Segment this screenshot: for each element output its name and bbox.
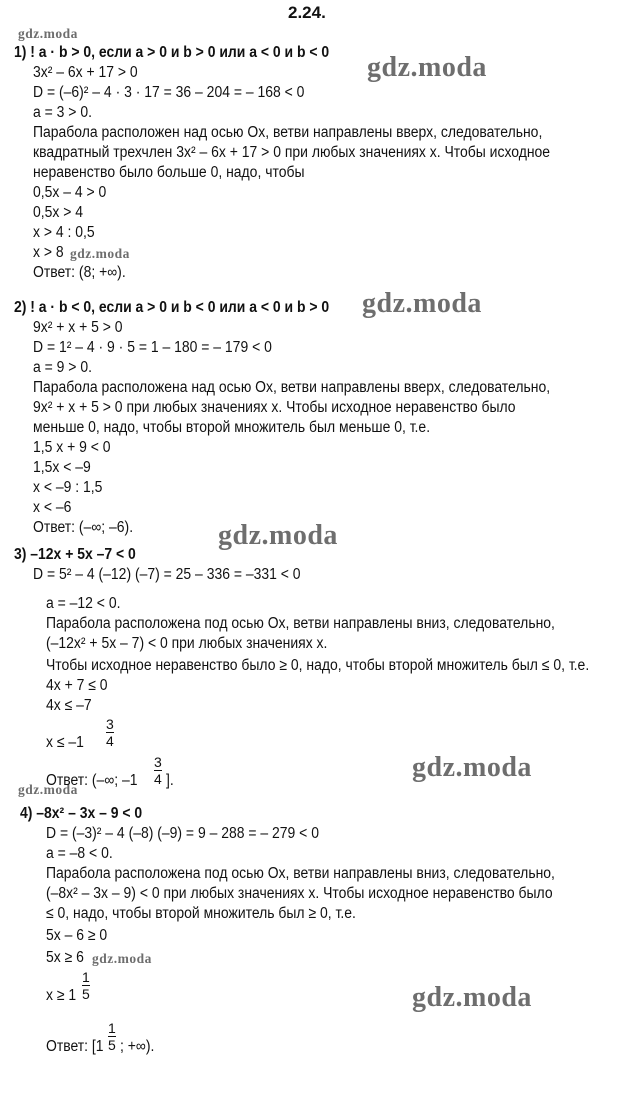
- fraction: [108, 1021, 116, 1053]
- text-line: a = 3 > 0.: [33, 104, 92, 121]
- text-line: 3x² – 6x + 17 > 0: [33, 64, 138, 81]
- part-3-condition: 3) –12x + 5x –7 < 0: [14, 546, 136, 563]
- part-4-condition: 4) –8x² – 3x – 9 < 0: [20, 805, 143, 822]
- text-line: Чтобы исходное неравенство было ≥ 0, надо, чтобы второй множитель был ≤ 0, т.е.: [46, 657, 590, 674]
- text-line: Парабола расположена под осью Ox, ветви направлены вниз, следовательно,: [46, 615, 555, 632]
- fraction: [154, 755, 162, 787]
- text-line: 9x² + x + 5 > 0: [33, 319, 123, 336]
- fraction-numerator: 1: [108, 1020, 116, 1036]
- text-line: 1,5 x + 9 < 0: [33, 439, 111, 456]
- watermark-small: gdz.moda: [18, 782, 78, 797]
- text-line: квадратный трехчлен 3x² – 6x + 17 > 0 при любых значениях x. Чтобы исходное: [33, 144, 551, 161]
- watermark-large: gdz.moda: [412, 982, 532, 1013]
- answer-4-end: ; +∞).: [120, 1038, 155, 1055]
- text-line: 4x + 7 ≤ 0: [46, 677, 108, 694]
- text-line: Парабола расположен над осью Ox, ветви направлены вверх, следовательно,: [33, 124, 543, 141]
- text-line: x < –9 : 1,5: [33, 479, 103, 496]
- answer-3-end: ].: [166, 772, 174, 789]
- text-line: (–8x² – 3x – 9) < 0 при любых значениях x. Чтобы исходное неравенство было: [46, 885, 553, 902]
- text-line: 1,5x < –9: [33, 459, 91, 476]
- answer-1: Ответ: (8; +∞).: [33, 264, 126, 281]
- part-1-condition: 1) ! a · b > 0, если a > 0 и b > 0 или a < 0 и b < 0: [14, 44, 330, 61]
- fraction-numerator: 3: [154, 754, 162, 770]
- text-line: 5x ≥ 6: [46, 949, 84, 966]
- text-line: D = (–6)² – 4 · 3 · 17 = 36 – 204 = – 168 < 0: [33, 84, 305, 101]
- watermark-large: gdz.moda: [218, 520, 338, 551]
- fraction-numerator: 3: [106, 716, 114, 732]
- fraction-denominator: 5: [108, 1037, 116, 1053]
- fraction: [82, 970, 90, 1002]
- text-line: 5x – 6 ≥ 0: [46, 927, 108, 944]
- text-line: (–12x² + 5x – 7) < 0 при любых значениях x.: [46, 635, 328, 652]
- watermark-large: gdz.moda: [367, 52, 487, 83]
- text-line: D = 1² – 4 · 9 · 5 = 1 – 180 = – 179 < 0: [33, 339, 272, 356]
- text-line: 4x ≤ –7: [46, 697, 92, 714]
- answer-2: Ответ: (–∞; –6).: [33, 519, 134, 536]
- text-line: D = 5² – 4 (–12) (–7) = 25 – 336 = –331 < 0: [33, 566, 301, 583]
- text-line: 0,5x > 4: [33, 204, 84, 221]
- text-line: x ≤ –1: [46, 734, 84, 751]
- text-line: a = –12 < 0.: [46, 595, 121, 612]
- text-line: x > 8: [33, 244, 64, 261]
- text-line: D = (–3)² – 4 (–8) (–9) = 9 – 288 = – 279 < 0: [46, 825, 319, 842]
- watermark-large: gdz.moda: [412, 752, 532, 783]
- text-line: 9x² + x + 5 > 0 при любых значениях x. Чтобы исходное неравенство было: [33, 399, 516, 416]
- text-line: меньше 0, надо, чтобы второй множитель был меньше 0, т.е.: [33, 419, 431, 436]
- watermark-small: gdz.moda: [70, 246, 130, 261]
- answer-3: Ответ: (–∞; –1: [46, 772, 138, 789]
- fraction-denominator: 4: [106, 733, 114, 749]
- text-line: a = –8 < 0.: [46, 845, 113, 862]
- part-2-condition: 2) ! a · b < 0, если a > 0 и b < 0 или a < 0 и b > 0: [14, 299, 330, 316]
- watermark-small: gdz.moda: [18, 26, 78, 41]
- fraction-numerator: 1: [82, 969, 90, 985]
- text-line: a = 9 > 0.: [33, 359, 92, 376]
- watermark-small: gdz.moda: [92, 951, 152, 966]
- text-line: 0,5x – 4 > 0: [33, 184, 107, 201]
- text-line: ≤ 0, надо, чтобы второй множитель был ≥ 0, т.е.: [46, 905, 356, 922]
- watermark-large: gdz.moda: [362, 288, 482, 319]
- text-line: x > 4 : 0,5: [33, 224, 95, 241]
- exercise-number: 2.24.: [288, 3, 326, 22]
- fraction-denominator: 4: [154, 771, 162, 787]
- text-line: Парабола расположена над осью Ox, ветви направлены вверх, следовательно,: [33, 379, 551, 396]
- text-line: неравенство было больше 0, надо, чтобы: [33, 164, 305, 181]
- text-line: x ≥ 1: [46, 987, 77, 1004]
- fraction: [106, 717, 114, 749]
- text-line: x < –6: [33, 499, 72, 516]
- answer-4: Ответ: [1: [46, 1038, 104, 1055]
- fraction-denominator: 5: [82, 986, 90, 1002]
- text-line: Парабола расположена под осью Ox, ветви направлены вниз, следовательно,: [46, 865, 555, 882]
